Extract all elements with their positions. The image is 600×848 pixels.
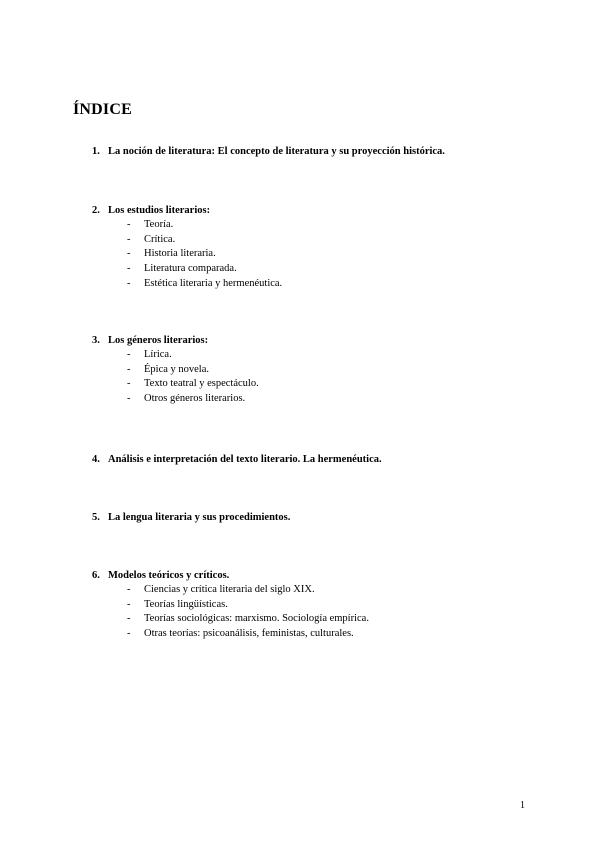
toc-heading bbox=[92, 334, 572, 348]
toc-section-1 bbox=[92, 145, 572, 159]
list-item bbox=[92, 233, 572, 248]
toc-sublist bbox=[92, 218, 572, 291]
list-item-text: Ciencias y crítica literaria del siglo XIX. bbox=[144, 584, 315, 595]
toc-sublist bbox=[92, 583, 572, 642]
page-number: 1 bbox=[520, 800, 525, 811]
toc-number: 3. bbox=[92, 335, 100, 346]
toc-section-2 bbox=[92, 204, 572, 291]
dash-bullet: - bbox=[127, 598, 131, 610]
dash-bullet: - bbox=[127, 233, 131, 245]
list-item-text: Texto teatral y espectáculo. bbox=[144, 378, 259, 390]
toc-heading bbox=[92, 145, 572, 159]
toc-number: 1. bbox=[92, 146, 100, 157]
dash-bullet: - bbox=[127, 248, 131, 260]
toc-heading bbox=[92, 511, 572, 525]
list-item bbox=[92, 392, 572, 407]
toc-heading-text: Análisis e interpretación del texto literario. La hermenéutica. bbox=[108, 454, 382, 465]
toc-heading bbox=[92, 569, 572, 583]
page-title: ÍNDICE bbox=[73, 101, 132, 118]
list-item-text: Lírica. bbox=[144, 349, 172, 360]
list-item-text: Otros géneros literarios. bbox=[144, 393, 246, 405]
toc-section-5 bbox=[92, 511, 572, 525]
dash-bullet: - bbox=[127, 349, 131, 360]
list-item-text: Literatura comparada. bbox=[144, 263, 237, 275]
dash-bullet: - bbox=[127, 378, 131, 390]
toc-heading-text: Los géneros literarios: bbox=[108, 335, 209, 346]
toc-heading-text: La lengua literaria y sus procedimientos. bbox=[108, 512, 291, 523]
toc-heading bbox=[92, 453, 572, 467]
toc-section-6 bbox=[92, 569, 572, 642]
list-item bbox=[92, 277, 572, 292]
list-item bbox=[92, 348, 572, 363]
list-item bbox=[92, 377, 572, 392]
dash-bullet: - bbox=[127, 277, 131, 289]
toc-number: 6. bbox=[92, 570, 100, 581]
list-item-text: Teorías lingüísticas. bbox=[144, 598, 228, 610]
list-item bbox=[92, 612, 572, 627]
dash-bullet: - bbox=[127, 393, 131, 405]
toc-heading-text: La noción de literatura: El concepto de literatura y su proyección histórica. bbox=[108, 146, 445, 157]
dash-bullet: - bbox=[127, 363, 131, 375]
dash-bullet: - bbox=[127, 584, 131, 595]
toc-heading-text: Los estudios literarios: bbox=[108, 205, 211, 216]
list-item bbox=[92, 598, 572, 613]
list-item bbox=[92, 363, 572, 378]
list-item-text: Historia literaria. bbox=[144, 248, 216, 260]
list-item-text: Crítica. bbox=[144, 233, 176, 245]
dash-bullet: - bbox=[127, 613, 131, 625]
list-item bbox=[92, 247, 572, 262]
toc-number: 2. bbox=[92, 205, 100, 216]
list-item bbox=[92, 218, 572, 233]
dash-bullet: - bbox=[127, 219, 131, 230]
list-item bbox=[92, 627, 572, 642]
dash-bullet: - bbox=[127, 263, 131, 275]
list-item-text: Teorías sociológicas: marxismo. Sociología empírica. bbox=[144, 613, 369, 625]
toc-sublist bbox=[92, 348, 572, 407]
list-item-text: Otras teorías: psicoanálisis, feministas, culturales. bbox=[144, 628, 354, 640]
toc-section-3 bbox=[92, 334, 572, 407]
toc-section-4 bbox=[92, 453, 572, 467]
list-item-text: Épica y novela. bbox=[144, 363, 210, 375]
list-item bbox=[92, 583, 572, 598]
list-item-text: Estética literaria y hermenéutica. bbox=[144, 277, 283, 289]
dash-bullet: - bbox=[127, 628, 131, 640]
list-item bbox=[92, 262, 572, 277]
toc-number: 5. bbox=[92, 512, 100, 523]
toc-heading-text: Modelos teóricos y críticos. bbox=[108, 570, 230, 581]
list-item-text: Teoría. bbox=[144, 219, 174, 230]
toc-number: 4. bbox=[92, 454, 100, 465]
toc-heading bbox=[92, 204, 572, 218]
